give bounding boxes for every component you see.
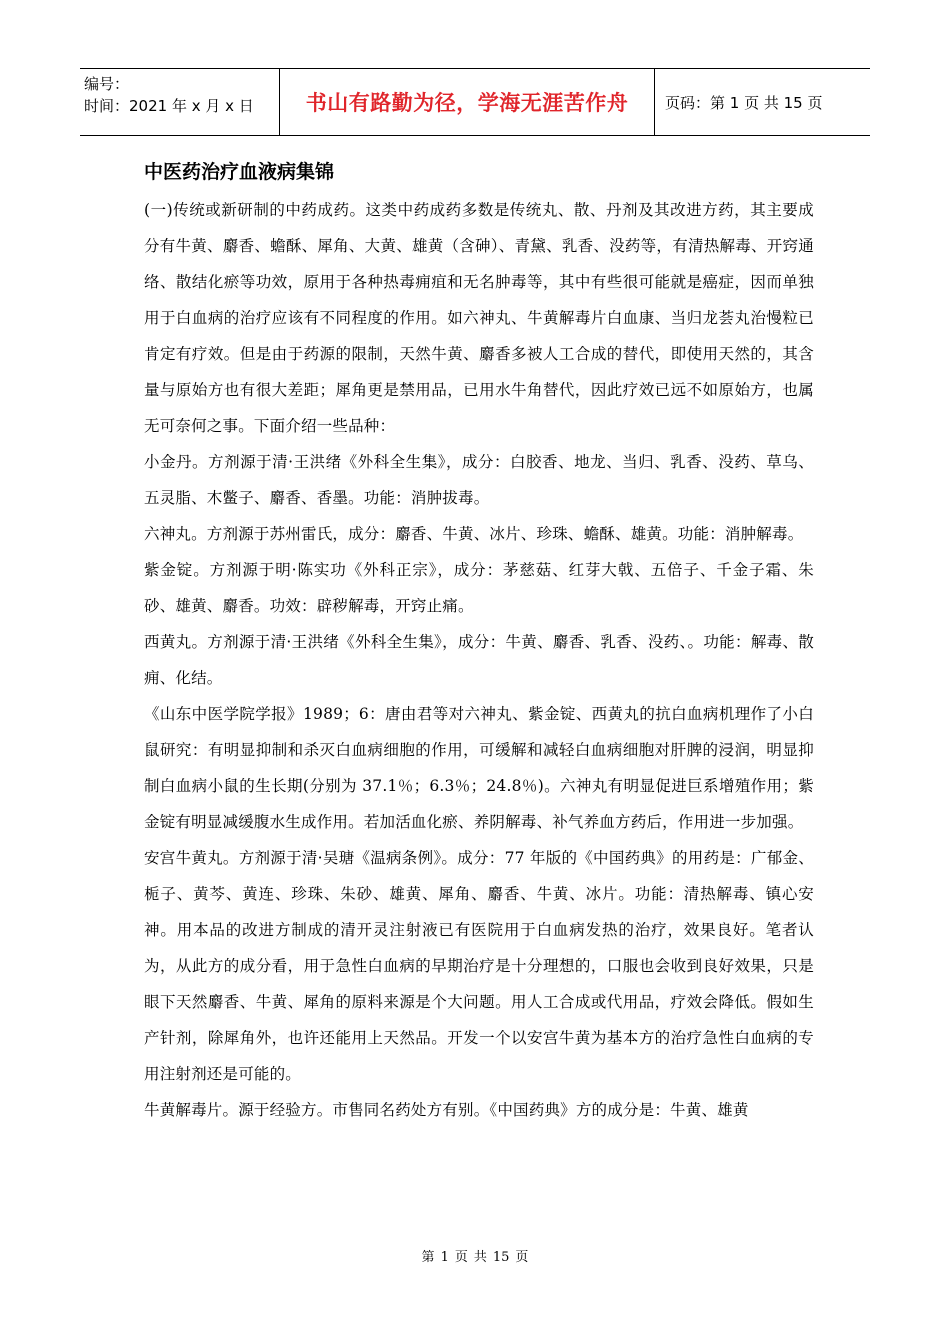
footer-page-word: 第 (421, 1250, 435, 1265)
document-title: 中医药治疗血液病集锦 (144, 161, 335, 183)
paragraph: 《山东中医学院学报》1989；6：唐由君等对六神丸、紫金锭、西黄丸的抗白血病机理作了小白鼠研究：有明显抑制和杀灭白血病细胞的作用，可缓解和减轻白血病细胞对肝脾的浸润，明显抑制白血病小鼠的生长期(分别为 37.1％；6.3％；24.8％)。六神丸有明显促进巨系增殖作用；紫金锭有明显减缓腹水生成作用。若加活血化瘀、养阴解毒、补气养血方药后，作用进一步加强。 (144, 705, 814, 831)
page-header (80, 68, 870, 136)
footer-total-unit: 页 (515, 1250, 529, 1265)
footer-page-number: 1 (440, 1250, 449, 1265)
paragraph: 六神丸。方剂源于苏州雷氏，成分：麝香、牛黄、冰片、珍珠、蟾酥、雄黄。功能：消肿解毒。 (144, 525, 804, 543)
header-page-info: 页码：第 1 页 共 15 页 (665, 93, 823, 112)
paragraph: 安宫牛黄丸。方剂源于清·吴瑭《温病条例》。成分：77 年版的《中国药典》的用药是：广郁金、栀子、黄芩、黄连、珍珠、朱砂、雄黄、犀角、麝香、牛黄、冰片。功能：清热解毒、镇心安神。用本品的改进方制成的清开灵注射液已有医院用于白血病发热的治疗，效果良好。笔者认为，从此方的成分看，用于急性白血病的早期治疗是十分理想的，口服也会收到良好效果，只是眼下天然麝香、牛黄、犀角的原料来源是个大问题。用人工合成或代用品，疗效会降低。假如生产针剂，除犀角外，也许还能用上天然品。开发一个以安宫牛黄为基本方的治疗急性白血病的专用注射剂还是可能的。 (144, 849, 814, 1083)
paragraph: 牛黄解毒片。源于经验方。市售同名药处方有别。《中国药典》方的成分是：牛黄、雄黄 (144, 1101, 749, 1119)
footer-total-number: 15 (492, 1250, 510, 1265)
paragraph: 西黄丸。方剂源于清·王洪绪《外科全生集》，成分：牛黄、麝香、乳香、没药、。功能：解毒、散痈、化结。 (144, 633, 814, 687)
document-number: 编号： (84, 75, 130, 93)
document-body (144, 152, 814, 1128)
paragraph: 小金丹。方剂源于清·王洪绪《外科全生集》，成分：白胶香、地龙、当归、乳香、没药、草乌、五灵脂、木鳖子、麝香、香墨。功能：消肿拔毒。 (144, 453, 814, 507)
paragraph: 紫金锭。方剂源于明·陈实功《外科正宗》，成分：茅慈菇、红芽大戟、五倍子、千金子霜、朱砂、雄黄、麝香。功效：辟秽解毒，开窍止痛。 (144, 561, 814, 615)
header-meta (80, 69, 280, 135)
paragraph: (一)传统或新研制的中药成药。这类中药成药多数是传统丸、散、丹剂及其改进方药，其主要成分有牛黄、麝香、蟾酥、犀角、大黄、雄黄（含砷）、青黛、乳香、没药等，有清热解毒、开窍通络、散结化瘀等功效，原用于各种热毒痈疽和无名肿毒等，其中有些很可能就是癌症，因而单独用于白血病的治疗应该有不同程度的作用。如六神丸、牛黄解毒片白血康、当归龙荟丸治慢粒已肯定有疗效。但是由于药源的限制，天然牛黄、麝香多被人工合成的替代，即使用天然的，其含量与原始方也有很大差距；犀角更是禁用品，已用水牛角替代，因此疗效已远不如原始方，也属无可奈何之事。下面介绍一些品种： (144, 201, 814, 435)
footer-total-word: 共 (473, 1250, 487, 1265)
footer-page-unit: 页 (454, 1250, 468, 1265)
page-footer (0, 1246, 950, 1265)
document-date: 时间：2021 年 x 月 x 日 (84, 97, 254, 115)
header-motto: 书山有路勤为径，学海无涯苦作舟 (280, 69, 655, 135)
